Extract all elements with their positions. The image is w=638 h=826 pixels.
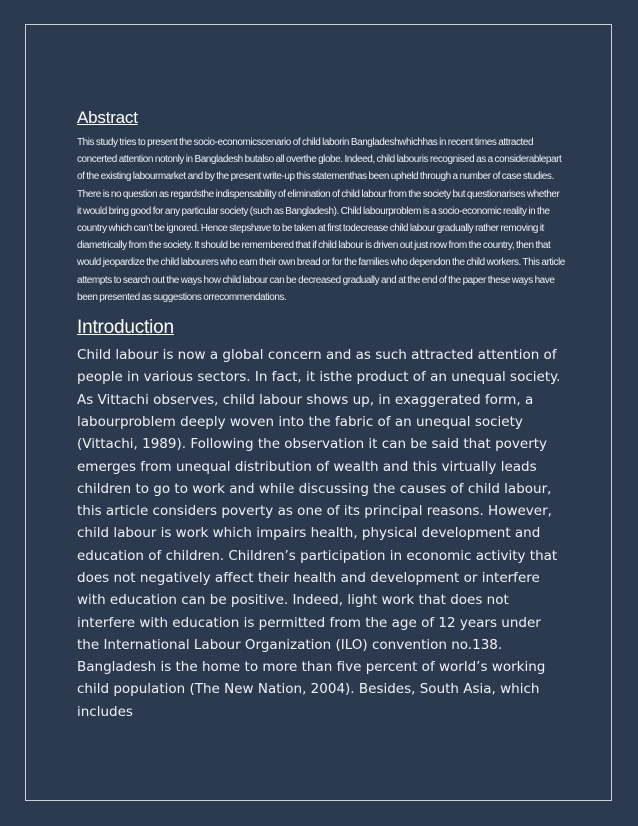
introduction-heading: Introduction bbox=[77, 317, 174, 339]
abstract-heading: Abstract bbox=[77, 108, 138, 127]
abstract-paragraph: This study tries to present the socio-economicscenario of child laborin Bangladeshwhichhas in recent times attracted concerted attention notonly in Bangladesh butalso all overthe globe. Indeed, child labouris recognised as a considerablepart of the existing labourmarket and by the present write-up this statementhas been upheld through a number of case studies. There is no question as regardsthe indispensability of elimination of child labour from the society but questionarises whether it would bring good for any particular society (such as Bangladesh). Child labourproblem is a socio-economic reality in the country which can’t be ignored. Hence stepshave to be taken at first todecrease child labour gradually rather removing it diametrically from the society. It should be remembered that if child labour is driven out just now from the country, then that would jeopardize the child labourers who earn their own bread or for the families who dependon the child workers. This article attempts to search out the ways how child labour can be decreased gradually and at the end of the paper these ways have been presented as suggestions orrecommendations. bbox=[77, 137, 565, 303]
document-content bbox=[77, 108, 565, 723]
introduction-paragraph: Child labour is now a global concern and as such attracted attention of people in various sectors. In fact, it isthe product of an unequal society. As Vittachi observes, child labour shows up, in exaggerated form, a labourproblem deeply woven into the fabric of an unequal society (Vittachi, 1989). Following the observation it can be said that poverty emerges from unequal distribution of wealth and this virtually leads children to go to work and while discussing the causes of child labour, this article considers poverty as one of its principal reasons. However, child labour is work which impairs health, physical development and education of children. Children’s participation in economic activity that does not negatively affect their health and development or interfere with education can be positive. Indeed, light work that does not interfere with education is permitted from the age of 12 years under the International Labour Organization (ILO) convention no.138. Bangladesh is the home to more than five percent of world’s working child population (The New Nation, 2004). Besides, South Asia, which includes bbox=[77, 347, 561, 720]
